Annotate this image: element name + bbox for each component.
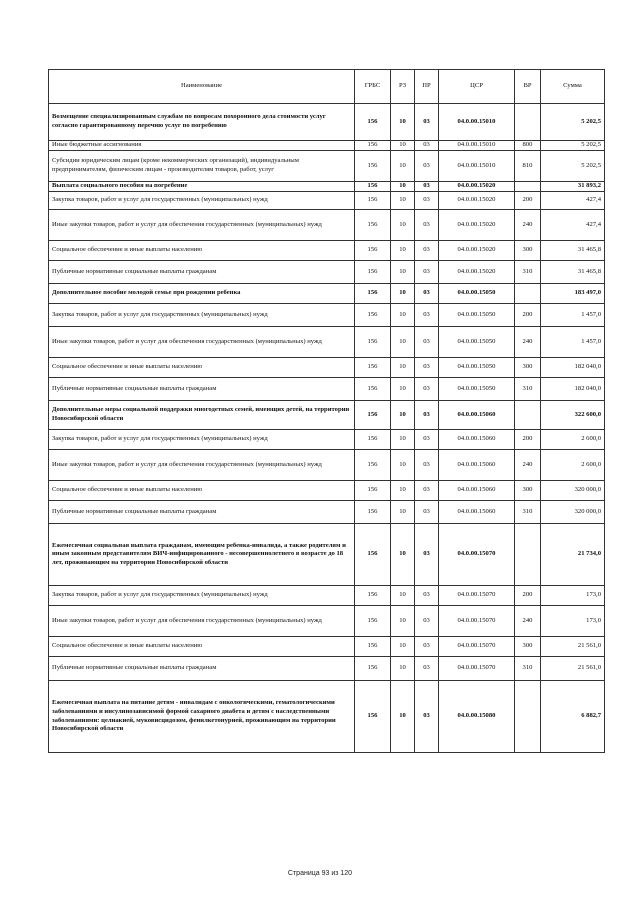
table-body [49,104,605,753]
cell-csr: 04.0.00.15080 [439,681,515,753]
cell-name: Публичные нормативные социальные выплаты гражданам [49,657,355,681]
cell-grbs: 156 [355,261,391,284]
cell-pr: 03 [415,104,439,141]
cell-sum: 2 600,0 [541,430,605,450]
table-row [49,304,605,327]
cell-vr: 310 [515,378,541,401]
cell-sum: 182 040,0 [541,358,605,378]
cell-name: Публичные нормативные социальные выплаты гражданам [49,261,355,284]
cell-name: Дополнительные меры социальной поддержки многодетных семей, имеющих детей, на территории Новосибирской области [49,401,355,430]
cell-grbs: 156 [355,210,391,241]
table-row [49,141,605,151]
cell-sum: 21 561,0 [541,657,605,681]
cell-csr: 04.0.00.15010 [439,151,515,182]
budget-table [48,69,605,753]
table-row [49,657,605,681]
table-row [49,284,605,304]
cell-vr: 310 [515,501,541,524]
table-row [49,210,605,241]
cell-rz: 10 [391,141,415,151]
cell-name: Иные закупки товаров, работ и услуг для обеспечения государственных (муниципальных) нужд [49,606,355,637]
cell-vr: 240 [515,606,541,637]
cell-sum: 1 457,0 [541,327,605,358]
cell-rz: 10 [391,524,415,586]
cell-pr: 03 [415,284,439,304]
cell-rz: 10 [391,104,415,141]
table-row [49,327,605,358]
cell-sum: 5 202,5 [541,141,605,151]
cell-pr: 03 [415,481,439,501]
cell-vr [515,284,541,304]
cell-rz: 10 [391,241,415,261]
cell-csr: 04.0.00.15020 [439,182,515,192]
cell-rz: 10 [391,681,415,753]
cell-name: Публичные нормативные социальные выплаты гражданам [49,501,355,524]
cell-grbs: 156 [355,401,391,430]
cell-name: Субсидии юридическим лицам (кроме некоммерческих организаций), индивидуальным предпринимателям, физическим лицам - производителям товаров, работ, услуг [49,151,355,182]
cell-vr [515,401,541,430]
cell-sum: 320 000,0 [541,501,605,524]
table-row [49,606,605,637]
cell-rz: 10 [391,358,415,378]
cell-sum: 322 600,0 [541,401,605,430]
cell-grbs: 156 [355,284,391,304]
cell-vr: 310 [515,261,541,284]
cell-pr: 03 [415,241,439,261]
table-row [49,261,605,284]
cell-rz: 10 [391,182,415,192]
cell-rz: 10 [391,430,415,450]
cell-sum: 5 202,5 [541,151,605,182]
cell-pr: 03 [415,586,439,606]
cell-csr: 04.0.00.15050 [439,304,515,327]
cell-rz: 10 [391,210,415,241]
cell-sum: 183 497,0 [541,284,605,304]
cell-pr: 03 [415,327,439,358]
table-row [49,358,605,378]
cell-grbs: 156 [355,141,391,151]
cell-pr: 03 [415,358,439,378]
cell-pr: 03 [415,210,439,241]
header-grbs: ГРБС [355,70,391,104]
cell-csr: 04.0.00.15020 [439,210,515,241]
cell-csr: 04.0.00.15070 [439,637,515,657]
cell-grbs: 156 [355,481,391,501]
cell-sum: 21 561,0 [541,637,605,657]
cell-pr: 03 [415,378,439,401]
cell-rz: 10 [391,481,415,501]
cell-vr: 300 [515,637,541,657]
cell-grbs: 156 [355,586,391,606]
cell-vr: 310 [515,657,541,681]
cell-pr: 03 [415,401,439,430]
cell-grbs: 156 [355,182,391,192]
cell-sum: 182 040,0 [541,378,605,401]
header-rz: РЗ [391,70,415,104]
cell-vr [515,681,541,753]
cell-vr: 240 [515,327,541,358]
cell-pr: 03 [415,182,439,192]
cell-grbs: 156 [355,358,391,378]
cell-csr: 04.0.00.15020 [439,261,515,284]
cell-name: Ежемесячная социальная выплата гражданам, имеющим ребенка-инвалида, а также родителям и иным законным представителям ВИЧ-инфицированного - несовершеннолетнего в возрасте до 18 лет, проживающим на территории Новосибирской области [49,524,355,586]
header-pr: ПР [415,70,439,104]
cell-csr: 04.0.00.15060 [439,430,515,450]
cell-name: Закупка товаров, работ и услуг для государственных (муниципальных) нужд [49,192,355,210]
cell-rz: 10 [391,657,415,681]
cell-sum: 31 465,8 [541,261,605,284]
cell-csr: 04.0.00.15060 [439,401,515,430]
cell-pr: 03 [415,681,439,753]
cell-name: Иные закупки товаров, работ и услуг для обеспечения государственных (муниципальных) нужд [49,327,355,358]
cell-grbs: 156 [355,430,391,450]
cell-csr: 04.0.00.15010 [439,141,515,151]
table-row [49,192,605,210]
cell-csr: 04.0.00.15070 [439,606,515,637]
header-sum: Сумма [541,70,605,104]
cell-rz: 10 [391,586,415,606]
cell-name: Закупка товаров, работ и услуг для государственных (муниципальных) нужд [49,430,355,450]
cell-vr: 200 [515,192,541,210]
cell-rz: 10 [391,261,415,284]
cell-name: Ежемесячная выплата на питание детям - инвалидам с онкологическими, гематологическими заболеваниями и инсулинозависимой формой сахарного диабета и детям с наследственными заболеваниями: целиакией, муковисцидозом, фенилкетонурией, проживающим на территории Новосибирской области [49,681,355,753]
cell-pr: 03 [415,501,439,524]
cell-sum: 427,4 [541,210,605,241]
cell-rz: 10 [391,450,415,481]
cell-pr: 03 [415,657,439,681]
cell-pr: 03 [415,151,439,182]
cell-csr: 04.0.00.15070 [439,586,515,606]
cell-grbs: 156 [355,151,391,182]
cell-vr: 300 [515,358,541,378]
cell-grbs: 156 [355,637,391,657]
cell-name: Социальное обеспечение и иные выплаты населению [49,241,355,261]
table-row [49,586,605,606]
cell-csr: 04.0.00.15070 [439,657,515,681]
cell-grbs: 156 [355,192,391,210]
cell-rz: 10 [391,637,415,657]
table-row [49,681,605,753]
cell-pr: 03 [415,450,439,481]
cell-vr: 800 [515,141,541,151]
cell-pr: 03 [415,304,439,327]
cell-name: Дополнительное пособие молодой семье при рождении ребенка [49,284,355,304]
cell-sum: 2 600,0 [541,450,605,481]
cell-grbs: 156 [355,681,391,753]
cell-rz: 10 [391,192,415,210]
cell-name: Выплата социального пособия на погребение [49,182,355,192]
cell-vr [515,524,541,586]
cell-grbs: 156 [355,327,391,358]
cell-grbs: 156 [355,524,391,586]
header-csr: ЦСР [439,70,515,104]
cell-csr: 04.0.00.15060 [439,501,515,524]
cell-name: Публичные нормативные социальные выплаты гражданам [49,378,355,401]
table-header-row [49,70,605,104]
cell-grbs: 156 [355,241,391,261]
cell-csr: 04.0.00.15010 [439,104,515,141]
cell-name: Возмещение специализированным службам по вопросам похоронного дела стоимости услуг согласно гарантированному перечню услуг по погребению [49,104,355,141]
cell-name: Социальное обеспечение и иные выплаты населению [49,358,355,378]
cell-rz: 10 [391,284,415,304]
cell-name: Закупка товаров, работ и услуг для государственных (муниципальных) нужд [49,586,355,606]
cell-sum: 173,0 [541,586,605,606]
cell-name: Иные бюджетные ассигнования [49,141,355,151]
cell-sum: 173,0 [541,606,605,637]
cell-name: Иные закупки товаров, работ и услуг для обеспечения государственных (муниципальных) нужд [49,450,355,481]
cell-sum: 1 457,0 [541,304,605,327]
cell-rz: 10 [391,606,415,637]
cell-rz: 10 [391,401,415,430]
cell-pr: 03 [415,141,439,151]
cell-csr: 04.0.00.15050 [439,378,515,401]
cell-sum: 31 893,2 [541,182,605,192]
page-number: Страница 93 из 120 [287,870,353,877]
cell-pr: 03 [415,261,439,284]
cell-csr: 04.0.00.15060 [439,450,515,481]
cell-name: Закупка товаров, работ и услуг для государственных (муниципальных) нужд [49,304,355,327]
table-row [49,378,605,401]
cell-rz: 10 [391,501,415,524]
cell-sum: 5 202,5 [541,104,605,141]
cell-sum: 21 734,0 [541,524,605,586]
cell-rz: 10 [391,378,415,401]
header-name: Наименование [49,70,355,104]
cell-grbs: 156 [355,378,391,401]
cell-csr: 04.0.00.15020 [439,241,515,261]
cell-csr: 04.0.00.15020 [439,192,515,210]
cell-rz: 10 [391,151,415,182]
table-row [49,151,605,182]
table-row [49,182,605,192]
table-row [49,401,605,430]
cell-vr [515,182,541,192]
cell-vr: 300 [515,481,541,501]
cell-vr: 240 [515,210,541,241]
cell-csr: 04.0.00.15060 [439,481,515,501]
cell-vr: 200 [515,304,541,327]
cell-grbs: 156 [355,657,391,681]
cell-grbs: 156 [355,606,391,637]
cell-csr: 04.0.00.15050 [439,327,515,358]
cell-vr: 300 [515,241,541,261]
cell-pr: 03 [415,524,439,586]
cell-name: Иные закупки товаров, работ и услуг для обеспечения государственных (муниципальных) нужд [49,210,355,241]
cell-pr: 03 [415,192,439,210]
table-row [49,430,605,450]
cell-rz: 10 [391,327,415,358]
table-row [49,481,605,501]
cell-sum: 6 882,7 [541,681,605,753]
cell-grbs: 156 [355,501,391,524]
cell-vr: 200 [515,586,541,606]
cell-pr: 03 [415,430,439,450]
cell-csr: 04.0.00.15070 [439,524,515,586]
table-row [49,637,605,657]
table-row [49,501,605,524]
table-row [49,450,605,481]
table-row [49,241,605,261]
table-row [49,104,605,141]
cell-sum: 31 465,8 [541,241,605,261]
cell-grbs: 156 [355,104,391,141]
cell-pr: 03 [415,606,439,637]
cell-vr: 200 [515,430,541,450]
cell-sum: 427,4 [541,192,605,210]
header-vr: ВР [515,70,541,104]
cell-grbs: 156 [355,304,391,327]
table-row [49,524,605,586]
cell-vr: 810 [515,151,541,182]
cell-name: Социальное обеспечение и иные выплаты населению [49,637,355,657]
cell-vr: 240 [515,450,541,481]
cell-vr [515,104,541,141]
cell-sum: 320 000,0 [541,481,605,501]
cell-csr: 04.0.00.15050 [439,358,515,378]
cell-csr: 04.0.00.15050 [439,284,515,304]
cell-name: Социальное обеспечение и иные выплаты населению [49,481,355,501]
cell-rz: 10 [391,304,415,327]
cell-grbs: 156 [355,450,391,481]
cell-pr: 03 [415,637,439,657]
